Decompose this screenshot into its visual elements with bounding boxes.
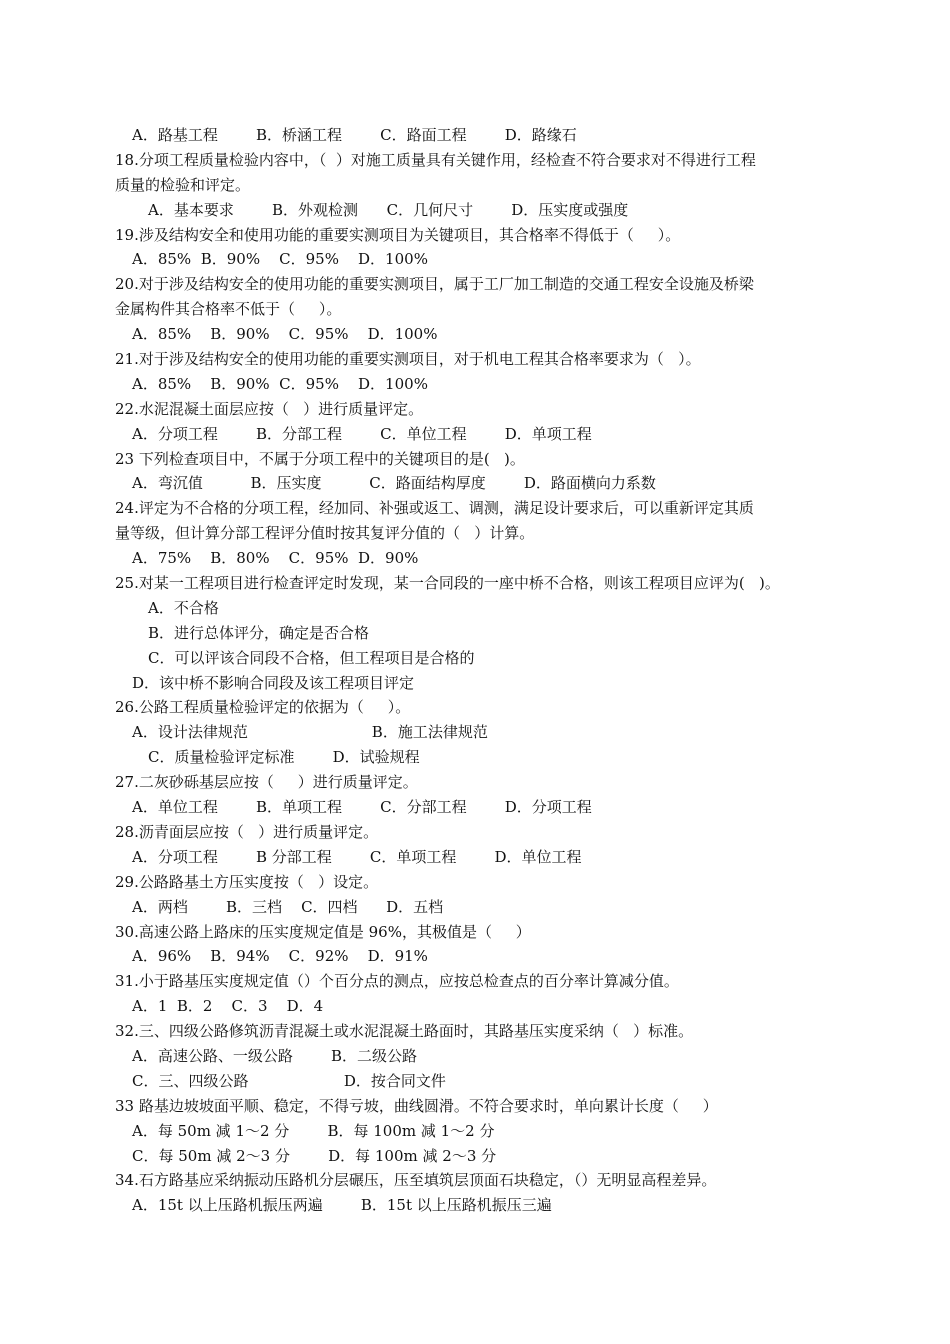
option-line: A．96% B．94% C．92% D．91% bbox=[132, 947, 428, 966]
option-line: C．可以评该合同段不合格，但工程项目是合格的 bbox=[148, 648, 475, 667]
option-line: B．进行总体评分，确定是否合格 bbox=[148, 623, 370, 642]
option-line: A．1 B．2 C．3 D．4 bbox=[132, 997, 324, 1016]
question-line: 20.对于涉及结构安全的使用功能的重要实测项目，属于工厂加工制造的交通工程安全设施及桥梁 bbox=[115, 275, 754, 294]
question-line: 28.沥青面层应按（ ）进行质量评定。 bbox=[115, 822, 379, 841]
option-line: C．质量检验评定标准 D．试验规程 bbox=[148, 748, 420, 767]
question-line: 18.分项工程质量检验内容中，（ ）对施工质量具有关键作用，经检查不符合要求对不得进行工程 bbox=[115, 150, 756, 169]
question-line: 27.二灰砂砾基层应按（ ）进行质量评定。 bbox=[115, 773, 418, 792]
question-line: 31.小于路基压实度规定值（）个百分点的测点，应按总检查点的百分率计算减分值。 bbox=[115, 972, 679, 991]
option-line: A．85% B．90% C．95% D．100% bbox=[132, 325, 438, 344]
option-line: A．分项工程 B．分部工程 C．单位工程 D．单项工程 bbox=[132, 424, 592, 443]
question-line: 33 路基边坡坡面平顺、稳定，不得亏坡，曲线圆滑。不符合要求时，单向累计长度（ ） bbox=[115, 1096, 718, 1115]
option-line: A．单位工程 B．单项工程 C．分部工程 D．分项工程 bbox=[132, 798, 592, 817]
option-line: A．高速公路、一级公路 B．二级公路 bbox=[132, 1046, 418, 1065]
option-line: C．每 50m 减 2～3 分 D．每 100m 减 2～3 分 bbox=[132, 1146, 497, 1165]
question-line: 30.高速公路上路床的压实度规定值是 96%，其极值是（ ） bbox=[115, 922, 531, 941]
question-line: 21.对于涉及结构安全的使用功能的重要实测项目，对于机电工程其合格率要求为（ ）。 bbox=[115, 350, 701, 369]
option-line: A．基本要求 B．外观检测 C．几何尺寸 D．压实度或强度 bbox=[148, 200, 629, 219]
question-line: 26.公路工程质量检验评定的依据为（ ）。 bbox=[115, 698, 411, 717]
question-line: 23 下列检查项目中，不属于分项工程中的关键项目的是( )。 bbox=[115, 449, 525, 468]
document-page bbox=[0, 123, 950, 1218]
option-line: C．三、四级公路 D．按合同文件 bbox=[132, 1071, 446, 1090]
option-line: A．75% B．80% C．95% D．90% bbox=[132, 549, 419, 568]
option-line: A．85% B．90% C．95% D．100% bbox=[132, 374, 428, 393]
question-line: 质量的检验和评定。 bbox=[115, 175, 251, 194]
option-line: A．85% B．90% C．95% D．100% bbox=[132, 250, 428, 269]
question-line: 32.三、四级公路修筑沥青混凝土或水泥混凝土路面时，其路基压实度采纳（ ）标准。 bbox=[115, 1022, 694, 1041]
question-line: 24.评定为不合格的分项工程，经加同、补强或返工、调测，满足设计要求后，可以重新评定其质 bbox=[115, 499, 754, 518]
question-line: 量等级，但计算分部工程评分值时按其复评分值的（ ）计算。 bbox=[115, 524, 535, 543]
option-line: A．两档 B．三档 C．四档 D．五档 bbox=[132, 897, 444, 916]
question-line: 34.石方路基应采纳振动压路机分层碾压，压至填筑层顶面石块稳定，（）无明显高程差异。 bbox=[115, 1171, 717, 1190]
question-line: 29.公路路基土方压实度按（ ）设定。 bbox=[115, 872, 379, 891]
option-line: A．弯沉值 B．压实度 C．路面结构厚度 D．路面横向力系数 bbox=[132, 474, 656, 493]
option-line: A．分项工程 B 分部工程 C．单项工程 D．单位工程 bbox=[132, 847, 582, 866]
option-line: A．路基工程 B．桥涵工程 C．路面工程 D．路缘石 bbox=[132, 126, 577, 144]
option-line: A．不合格 bbox=[148, 598, 219, 617]
option-line: A．设计法律规范 B．施工法律规范 bbox=[132, 723, 488, 742]
question-line: 22.水泥混凝土面层应按（ ）进行质量评定。 bbox=[115, 399, 424, 418]
option-line: D．该中桥不影响合同段及该工程项目评定 bbox=[132, 673, 415, 692]
question-line: 25.对某一工程项目进行检查评定时发现，某一合同段的一座中桥不合格，则该工程项目应评为( )。 bbox=[115, 574, 780, 593]
question-line: 19.涉及结构安全和使用功能的重要实测项目为关键项目，其合格率不得低于（ ）。 bbox=[115, 225, 681, 244]
option-line: A．每 50m 减 1～2 分 B．每 100m 减 1～2 分 bbox=[132, 1121, 495, 1140]
option-line: A．15t 以上压路机振压两遍 B．15t 以上压路机振压三遍 bbox=[132, 1196, 552, 1215]
question-line: 金属构件其合格率不低于（ ）。 bbox=[115, 300, 342, 319]
